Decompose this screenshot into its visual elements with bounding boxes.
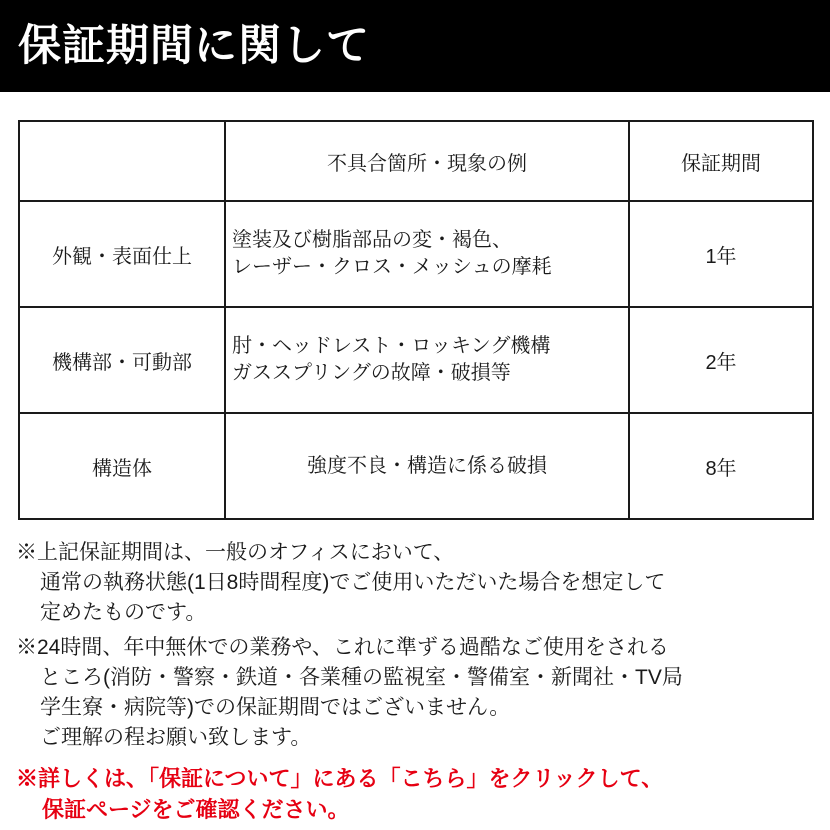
note-warning [16, 763, 814, 825]
page-header [0, 0, 830, 92]
table-row [19, 413, 813, 519]
note-line: 通常の執務状態(1日8時間程度)でご使用いただいた場合を想定して [40, 570, 666, 594]
warranty-table-container [0, 92, 830, 520]
column-header-description: 不具合箇所・現象の例 [225, 121, 629, 201]
note-line: 定めたものです。 [40, 600, 207, 624]
note-line: ご理解の程お願い致します。 [40, 725, 312, 749]
note-item [16, 538, 814, 627]
table-row [19, 307, 813, 413]
row-description-line: 強度不良・構造に係る破損 [307, 454, 547, 477]
row-description [225, 413, 629, 519]
note-line: ※24時間、年中無休での業務や、これに準ずる過酷なご使用をされる [16, 636, 669, 660]
row-term: 1年 [629, 201, 813, 307]
column-header-term: 保証期間 [629, 121, 813, 201]
row-category: 外観・表面仕上 [19, 201, 225, 307]
row-category: 機構部・可動部 [19, 307, 225, 413]
row-description-line: 肘・ヘッドレスト・ロッキング機構 [232, 335, 551, 357]
row-description-line: ガススプリングの故障・破損等 [232, 362, 511, 384]
table-header-row [19, 121, 813, 201]
row-term: 8年 [629, 413, 813, 519]
row-description [225, 201, 629, 307]
note-warning-line: 保証ページをご確認ください。 [42, 796, 350, 822]
row-term: 2年 [629, 307, 813, 413]
note-line: 学生寮・病院等)での保証期間ではございません。 [40, 696, 511, 720]
note-item [16, 633, 814, 752]
row-category: 構造体 [19, 413, 225, 519]
column-header-blank [19, 121, 225, 201]
table-row [19, 201, 813, 307]
warranty-table [18, 120, 814, 520]
row-description-line: 塗装及び樹脂部品の変・褐色、 [232, 229, 512, 251]
note-line: ところ(消防・警察・鉄道・各業種の監視室・警備室・新聞社・TV局 [40, 666, 683, 690]
note-warning-line: ※詳しくは、「保証について」にある「こちら」をクリックして、 [16, 765, 664, 791]
row-description-line: レーザー・クロス・メッシュの摩耗 [232, 256, 552, 278]
notes-section [0, 520, 830, 825]
note-line: ※上記保証期間は、一般のオフィスにおいて、 [16, 541, 455, 564]
page-title: 保証期間に関して [18, 21, 370, 70]
row-description [225, 307, 629, 413]
